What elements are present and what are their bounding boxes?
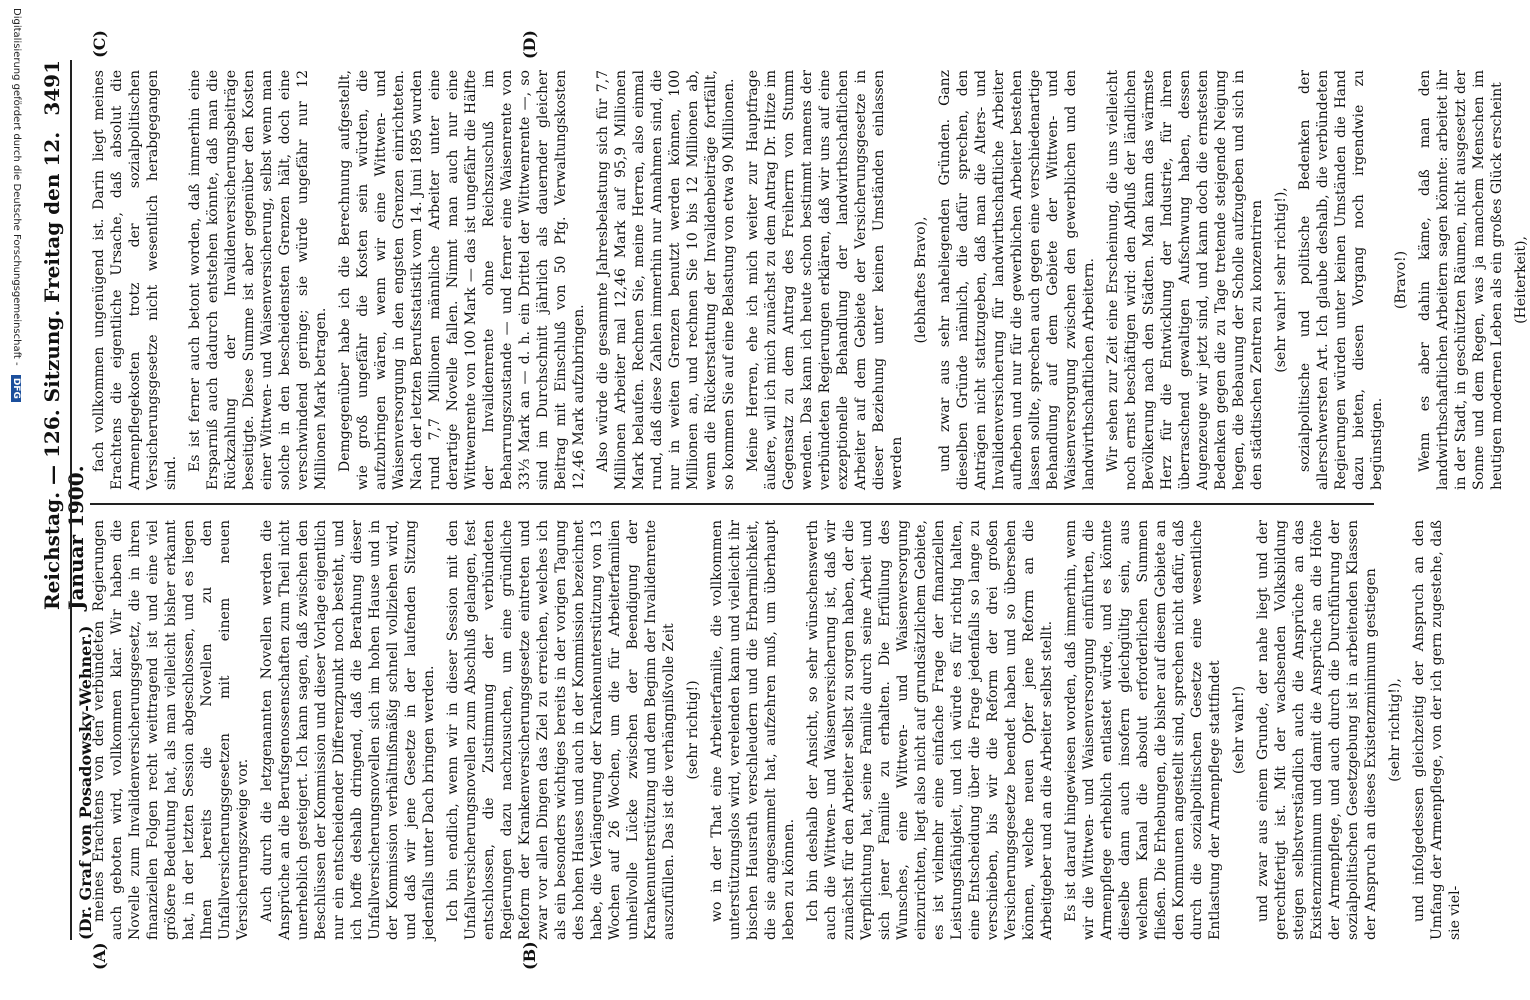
left-paragraph: Ich bin endlich, wenn wir in dieser Session mit den Unfallversicherungsnovellen zum Abschluß gelangen, fest entschlossen, die Zustimmung der verbündeten Regierungen dazu nachzusuchen, um eine gründliche Reform der Krankenversicherungsgesetze eintreten und zwar vor allen Dingen das Ziel zu erreichen, welches ich als ein besonders wichtiges bereits in der vorigen Tagung des hohen Hauses und auch in der Kommission bezeichnet habe, die Verlängerung der Krankenunterstützung von 13 Wochen auf 26 Wochen, um die für Arbeiterfamilien unheilvolle Lücke zwischen der Beendigung der Krankenunterstützung und dem Beginn der Invalidenrente auszufüllen. Das ist die verhängnißvolle Zeit — [445, 520, 677, 940]
speaker-label: (Dr. Graf von Posadowsky-Wehner.) — [76, 625, 95, 940]
left-paragraph: und infolgedessen gleichzeitig der Anspruch an den Umfang der Armenpflege, von der ich gern zugestehe, daß sie viel- — [1411, 520, 1463, 940]
credit-text: Digitalisierung gefördert durch die Deutsche Forschungsgemeinschaft - — [11, 8, 22, 366]
right-paragraph: Wenn es aber dahin käme, daß man den landwirthschaftlichen Arbeitern sagen könnte: arbeitet ihr in der Stadt, in geschützten Räumen, nicht ausgesetzt der Sonne und dem Regen, was ja manchem Menschen im heutigen modernen Leben als ein großes Glück erscheint — [1417, 70, 1505, 490]
right-paragraph: und zwar aus sehr naheliegenden Gründen. Ganz dieselben Gründe nämlich, die dafür sprechen, den Anträgen nicht stattzugeben, daß man die Alters- und Invalidenversicherung für landwirthschaftliche Arbeiter aufheben und nur für die gewerblichen Arbeiter bestehen lassen sollte, sprechen auch gegen eine verschiedenartige Behandlung auf dem Gebiete der Wittwen- und Waisenversorgung zwischen den gewerblichen und den landwirthschaftlichen Arbeitern. — [937, 70, 1097, 490]
right-paragraph: sozialpolitische und politische Bedenken der allerschwersten Art. Ich glaube deshalb, die verbündeten Regierungen würden unter keinen Umständen die Hand dazu bieten, diesen Vorgang noch irgendwie zu begünstigen. — [1297, 70, 1385, 490]
digitization-credit — [8, 8, 22, 988]
left-paragraph: (sehr richtig!) — [685, 680, 701, 780]
margin-marker-a: (A) — [90, 942, 109, 970]
left-paragraph: Es ist darauf hingewiesen worden, daß immerhin, wenn wir die Wittwen- und Waisenversorgung einführten, die Armenpflege erheblich entlastet würde, und es könnte dieselbe dann auch insofern gleichgültig sein, aus welchem Kanal die absolut erforderlichen Summen fließen. Die Erhebungen, die bisher auf diesem Gebiete an den Kommunen angestellt sind, sprechen nicht dafür, daß durch die sozialpolitischen Gesetze eine wesentliche Entlastung der Armenpflege stattfindet — [1063, 520, 1223, 940]
right-paragraph: Demgegenüber habe ich die Berechnung aufgestellt, wie groß ungefähr die Kosten sein würden, die aufzubringen wären, wenn wir eine Wittwen- und Waisenversorgung in den engsten Grenzen einrichteten. Nach der letzten Berufsstatistik vom 14. Juni 1895 wurden rund 7,7 Millionen männliche Arbeiter unter eine derartige Novelle fallen. Nimmt man auch nur eine Wittwenrente von 100 Mark — das ist ungefähr die Hälfte der Invalidenrente ohne Reichszuschuß im Beharrungszustande — und ferner eine Waisenrente von 33⅓ Mark an — d. h. ein Drittel der Wittwenrente —, so sind im Durchschnitt jährlich als dauernder gleicher Beitrag mit Einschluß von 50 Pfg. Verwaltungskosten 12,46 Mark aufzubringen. — [337, 70, 587, 490]
right-paragraph: Also würde die gesammte Jahresbelastung sich für 7,7 Millionen Arbeiter mal 12,46 Mark auf 95,9 Millionen Mark belaufen. Rechnen Sie, meine Herren, also einmal rund, daß diese Zahlen immerhin nur Annahmen sind, die nur in weiten Grenzen benutzt werden können, 100 Millionen an, und rechnen Sie 10 bis 12 Millionen ab, wenn die Rückerstattung der Invalidenbeiträge fortfällt, so kommen Sie auf eine Belastung von etwa 90 Millionen. — [595, 70, 737, 490]
right-column — [90, 70, 1529, 490]
margin-marker-b: (B) — [520, 941, 539, 970]
page-header — [40, 60, 95, 940]
left-paragraph: und zwar aus einem Grunde, der nahe liegt und der gerechtfertigt ist. Mit der wachsenden Volksbildung steigen selbstverständlich auch die Ansprüche an das Existenzminimum und damit die Ansprüche an die Höhe der Armenpflege, und auch durch die Durchführung der sozialpolitischen Gesetzgebung ist in arbeitenden Klassen der Anspruch an dieses Existenzminimum gestiegen — [1255, 520, 1379, 940]
left-paragraph: (sehr richtig!), — [1387, 678, 1403, 782]
left-paragraph: Ich bin deshalb der Ansicht, so sehr wünschenswerth auch die Wittwen- und Waisenversicherung ist, daß wir zunächst für den Arbeiter selbst zu sorgen haben, der die Verpflichtung hat, seine Familie durch seine Arbeit und sich jener Familie zu erhalten. Die Erfüllung des Wunsches, eine Wittwen- und Waisenversorgung einzurichten, liegt also nicht auf grundsätzlichem Gebiete, es ist vielmehr eine einfache Frage der finanziellen Leistungsfähigkeit, und ich würde es für richtig halten, eine Entscheidung über die Frage jedenfalls so lange zu verschieben, bis wir die Reform der drei großen Versicherungsgesetze beendet haben und so übersehen können, welche neuen Opfer jene Reform an die Arbeitgeber und an die Arbeiter selbst stellt. — [805, 520, 1055, 940]
column-divider — [90, 503, 1374, 505]
left-paragraph: wo in der That eine Arbeiterfamilie, die vollkommen unterstützungslos wird, verelenden kann und vielleicht ihr bischen Hausrath verschleudern und die Erbarmlichkeit, die sie angesammelt hat, aufzehren muß, um überhaupt leben zu können. — [709, 520, 797, 940]
header-title: Reichstag. — 126. Sitzung. Freitag den 12. Januar 1900. — [40, 131, 88, 610]
margin-marker-c: (C) — [90, 30, 109, 58]
credit-strip — [4, 0, 22, 1000]
left-paragraph: Auch durch die letzgenannten Novellen werden die Ansprüche an die Berufsgenossenschaften zum Theil nicht unerheblich gesteigert. Ich kann sagen, daß zwischen den Beschlüssen der Kommission und dieser Vorlage eigentlich nur ein entscheidender Differenzpunkt noch besteht, und ich hoffe deshalb dringend, daß die Berathung dieser Unfallversicherungsnovellen sich im hohen Hause und in der Kommission verhältnißmäßig schnell vollziehen wird, und daß wir jene Gesetze in der laufenden Sitzung jedenfalls unter Dach bringen werden. — [259, 520, 437, 940]
right-paragraph: Wir sehen zur Zeit eine Erscheinung, die uns vielleicht noch ernst beschäftigen wird: den Abfluß der ländlichen Bevölkerung nach den Städten. Man kann das wärmste Herz für die Entwicklung der Industrie, für ihren überraschend gewaltigen Aufschwung haben, dessen Augenzeuge wir jetzt sind, und kann doch die ernstesten Bedenken gegen die zu Tage tretende steigende Neigung hegen, die Bebauung der Scholle aufzugeben und sich in den städtischen Zentren zu konzentriren — [1105, 70, 1265, 490]
right-paragraph: (sehr wahr! sehr richtig!), — [1273, 187, 1289, 373]
dfg-logo: DFG — [11, 375, 21, 402]
right-paragraph: fach vollkommen ungenügend ist. Darin liegt meines Erachtens die eigentliche Ursache, daß absolut die Armenpflegekosten trotz der sozialpolitischen Versicherungsgesetze nicht wesentlich herabgegangen sind. — [91, 70, 179, 490]
right-paragraph: Meine Herren, ehe ich mich weiter zur Hauptfrage äußere, will ich mich zunächst zu dem Antrag Dr. Hitze im Gegensatz zu dem Antrag des Freiherrn von Stumm wenden. Das kann ich heute schon bestimmt namens der verbündeten Regierungen erklären, daß wir uns auf eine exzeptionelle Behandlung der landwirthschaftlichen Arbeiter auf dem Gebiete der Versicherungsgesetze in dieser Beziehung unter keinen Umständen einlassen werden — [745, 70, 905, 490]
header-rule — [70, 60, 72, 940]
right-paragraph: (Bravo!) — [1393, 250, 1409, 310]
left-column — [90, 520, 1463, 940]
left-paragraph: meines Erachtens von den verbündeten Regierungen auch geboten wird, vollkommen klar. Wir haben die Novelle zum Invalidenversicherungsgesetz, die in ihren finanziellen Folgen recht weittragend ist und eine viel größere Bedeutung hat, als man vielleicht bisher erkannt hat, in der letzten Session abgeschlossen, und es liegen Ihnen bereits die Novellen zu den Unfallversicherungsgesetzen mit einem neuen Versicherungszweige vor. — [91, 520, 251, 940]
margin-marker-d: (D) — [520, 30, 539, 60]
left-paragraph: (sehr wahr!) — [1231, 685, 1247, 775]
right-paragraph: (lebhaftes Bravo), — [913, 216, 929, 344]
right-paragraph: Es ist ferner auch betont worden, daß immerhin eine Ersparniß auch dadurch entstehen könnte, daß man die Rückzahlung der Invalidenversicherungsbeiträge beseitigte. Diese Summe ist aber gegenüber den Kosten einer Wittwen- und Waisenversicherung, selbst wenn man solche in den bescheidensten Grenzen hält, doch eine verschwindend geringe; sie würde ungefähr nur 12 Millionen Mark betragen. — [187, 70, 329, 490]
right-paragraph: (Heiterkeit), — [1513, 236, 1529, 324]
page-number: 3491 — [40, 60, 64, 116]
